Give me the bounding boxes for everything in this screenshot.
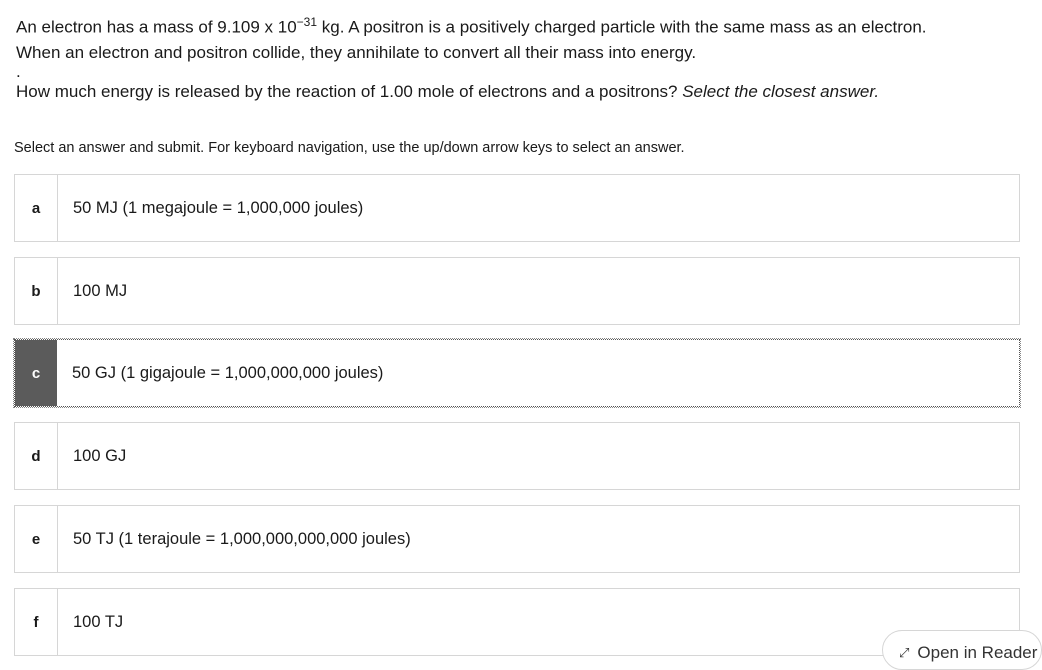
answer-option-a[interactable] (14, 174, 1020, 242)
option-letter: c (15, 340, 57, 406)
option-text: 50 TJ (1 terajoule = 1,000,000,000,000 joules) (73, 529, 411, 548)
answer-option-b[interactable] (14, 257, 1020, 325)
option-letter: b (15, 258, 58, 324)
option-letter: d (15, 423, 58, 489)
answer-option-e[interactable] (14, 505, 1020, 573)
option-letter: f (15, 589, 58, 655)
option-letter: a (15, 175, 58, 241)
answer-option-c[interactable] (14, 339, 1020, 407)
option-text: 50 GJ (1 gigajoule = 1,000,000,000 joules) (72, 363, 384, 382)
answer-option-f[interactable] (14, 588, 1020, 656)
option-text: 50 MJ (1 megajoule = 1,000,000 joules) (73, 198, 364, 217)
question-text (16, 10, 1006, 104)
option-letter: e (15, 506, 58, 572)
option-text: 100 GJ (73, 446, 127, 465)
instructions: Select an answer and submit. For keyboard navigation, use the up/down arrow keys to select an answer. (14, 140, 685, 156)
option-text: 100 MJ (73, 281, 128, 300)
expand-icon: ⤢ (899, 645, 910, 660)
dot: . (16, 61, 21, 81)
question-line-1: An electron has a mass of 9.109 x $10^{-31}$ kg. A positron is a positively charged particle with the same mass as an electron. (16, 15, 927, 37)
question-prompt: How much energy is released by the reaction of 1.00 mole of electrons and a positrons? Select the closest answer. (16, 81, 880, 101)
option-text: 100 TJ (73, 612, 124, 631)
answer-option-d[interactable] (14, 422, 1020, 490)
question-line-2: When an electron and positron collide, they annihilate to convert all their mass into energy. (16, 42, 697, 62)
open-in-reader-button[interactable]: ⤢ Open in Reader (882, 630, 1042, 670)
